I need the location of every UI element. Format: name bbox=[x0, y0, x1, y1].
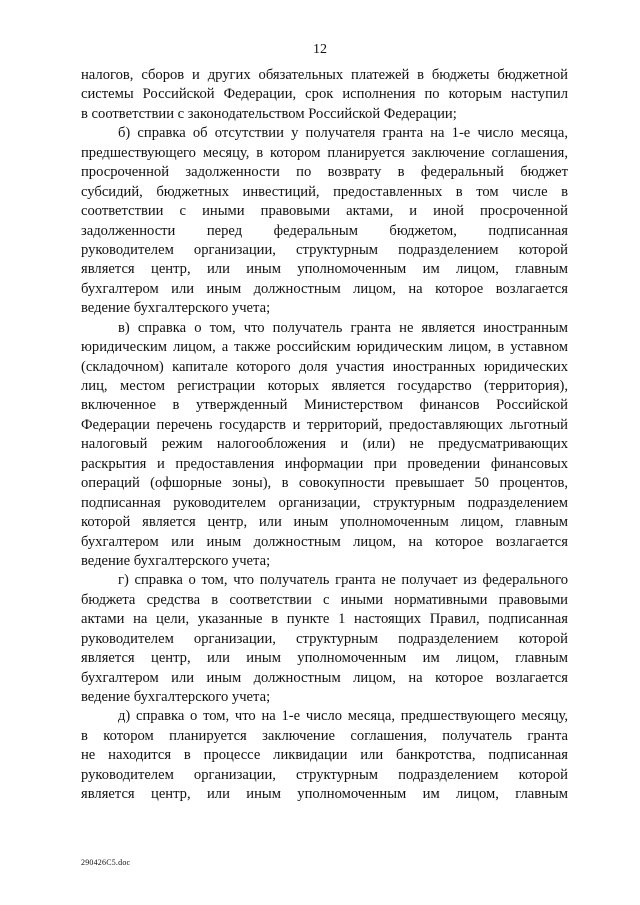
text-line: ведение бухгалтерского учета; bbox=[81, 300, 271, 317]
text-line: раскрытия и предоставления информации при проведении финансовых bbox=[81, 455, 568, 472]
text-line: бухгалтером или иным должностным лицом, на которое возлагается bbox=[81, 280, 568, 297]
paragraph-v-first-line: в) справка о том, что получатель гранта не является иностранным bbox=[118, 319, 568, 336]
text-line: подписанная руководителем организации, структурным подразделением bbox=[81, 494, 568, 511]
paragraph-g-first-line: г) справка о том, что получатель гранта не получает из федерального bbox=[118, 572, 568, 589]
text-line: системы Российской Федерации, срок исполнения по которым наступил bbox=[81, 86, 568, 103]
text-line: бюджета средства в соответствии с иными нормативными правовыми bbox=[81, 591, 568, 608]
text-line: просроченной задолженности по возврату в федеральный бюджет bbox=[81, 164, 568, 181]
text-line: налоговый режим налогообложения и (или) не предусматривающих bbox=[81, 436, 568, 453]
text-line: которой является центр, или иным уполномоченным лицом, главным bbox=[81, 514, 568, 531]
page-number: 12 bbox=[313, 42, 327, 57]
text-line: в соответствии с законодательством Российской Федерации; bbox=[81, 105, 457, 122]
text-line: бухгалтером или иным должностным лицом, на которое возлагается bbox=[81, 669, 568, 686]
document-body bbox=[81, 66, 568, 805]
text-line: в котором планируется заключение соглашения, получатель гранта bbox=[81, 727, 568, 744]
paragraph-b-first-line: б) справка об отсутствии у получателя гранта на 1-е число месяца, bbox=[118, 125, 568, 142]
text-line: актами на цели, указанные в пункте 1 настоящих Правил, подписанная bbox=[81, 611, 568, 628]
text-line: (складочном) капитале которого доля участия иностранных юридических bbox=[81, 358, 568, 375]
text-line: задолженности перед федеральным бюджетом, подписанная bbox=[81, 222, 568, 239]
text-line: операций (офшорные зоны), в совокупности превышает 50 процентов, bbox=[81, 475, 568, 492]
text-line: лиц, местом регистрации которых является государство (территория), bbox=[81, 378, 568, 394]
text-line: является центр, или иным уполномоченным им лицом, главным bbox=[81, 786, 568, 803]
text-line: соответствии с иными правовыми актами, и иной просроченной bbox=[81, 203, 568, 220]
text-line: руководителем организации, структурным подразделением которой bbox=[81, 630, 568, 647]
text-line: является центр, или иным уполномоченным им лицом, главным bbox=[81, 650, 568, 667]
text-line: предшествующего месяцу, в котором планируется заключение соглашения, bbox=[81, 144, 568, 161]
text-line: ведение бухгалтерского учета; bbox=[81, 552, 271, 569]
text-line: ведение бухгалтерского учета; bbox=[81, 689, 271, 705]
text-line: налогов, сборов и других обязательных платежей в бюджеты бюджетной bbox=[81, 67, 568, 83]
text-line: руководителем организации, структурным подразделением которой bbox=[81, 241, 568, 258]
text-line: бухгалтером или иным должностным лицом, на которое возлагается bbox=[81, 533, 568, 550]
text-line: юридическим лицом, а также российским юридическим лицом, в уставном bbox=[81, 339, 568, 356]
text-line: субсидий, бюджетных инвестиций, предоставленных в том числе в bbox=[81, 183, 568, 200]
text-line: является центр, или иным уполномоченным им лицом, главным bbox=[81, 261, 568, 278]
text-line: не находится в процессе ликвидации или банкротства, подписанная bbox=[81, 747, 568, 764]
text-line: Федерации перечень государств и территорий, предоставляющих льготный bbox=[81, 416, 568, 433]
paragraph-d-first-line: д) справка о том, что на 1-е число месяца, предшествующего месяцу, bbox=[118, 708, 568, 725]
text-line: руководителем организации, структурным подразделением которой bbox=[81, 766, 568, 783]
text-line: включенное в утвержденный Министерством финансов Российской bbox=[81, 397, 568, 414]
footer-file-code: 290426C5.doc bbox=[81, 858, 131, 867]
